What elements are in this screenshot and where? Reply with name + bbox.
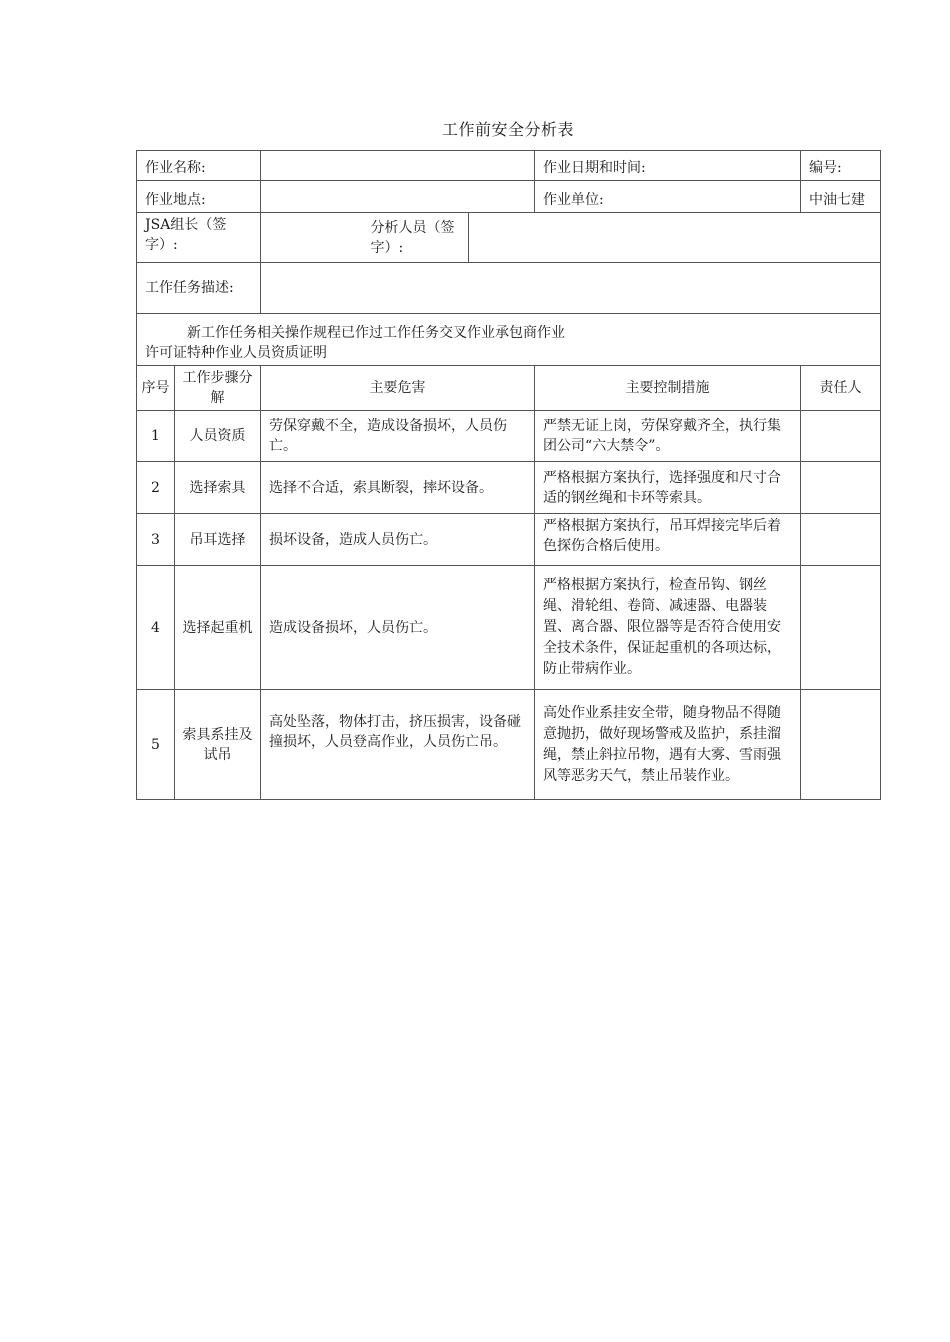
serial-cell[interactable] — [801, 151, 881, 181]
row-control: 严禁无证上岗，劳保穿戴齐全，执行集团公司“六大禁令”。 — [535, 411, 801, 462]
col-control: 主要控制措施 — [535, 366, 801, 411]
header-row-4 — [137, 263, 881, 314]
notice-line-2: 许可证特种作业人员资质证明 — [145, 345, 327, 361]
table-row — [137, 566, 881, 690]
task-desc-label: 工作任务描述: — [137, 263, 261, 314]
jsa-leader-label: JSA组长（签字）: — [137, 213, 261, 263]
row-seq: 5 — [137, 690, 175, 800]
column-header-row — [137, 366, 881, 411]
row-step: 吊耳选择 — [175, 514, 261, 566]
row-hazard: 损坏设备，造成人员伤亡。 — [261, 514, 535, 566]
row-seq: 4 — [137, 566, 175, 690]
col-hazard: 主要危害 — [261, 366, 535, 411]
col-step: 工作步骤分解 — [175, 366, 261, 411]
row-hazard: 造成设备损坏，人员伤亡。 — [261, 566, 535, 690]
job-location-value[interactable] — [261, 181, 535, 213]
row-control: 严格根据方案执行，吊耳焊接完毕后着色探伤合格后使用。 — [535, 514, 801, 566]
row-control: 高处作业系挂安全带，随身物品不得随意抛扔，做好现场警戒及监护，系挂溜绳，禁止斜拉吊物，遇有大雾、雪雨强风等恶劣天气，禁止吊装作业。 — [535, 690, 801, 800]
table-row — [137, 462, 881, 514]
row-hazard: 劳保穿戴不全，造成设备损坏，人员伤亡。 — [261, 411, 535, 462]
row-control: 严格根据方案执行，选择强度和尺寸合适的钢丝绳和卡环等索具。 — [535, 462, 801, 514]
jsa-table — [136, 150, 881, 800]
header-row-1 — [137, 151, 881, 181]
job-name-value[interactable] — [261, 151, 535, 181]
job-unit-value: 中油七建 — [801, 181, 881, 213]
row-owner[interactable] — [801, 462, 881, 514]
row-hazard: 选择不合适，索具断裂，摔坏设备。 — [261, 462, 535, 514]
job-location-label: 作业地点: — [137, 181, 261, 213]
header-row-2 — [137, 181, 881, 213]
row-step: 索具系挂及试吊 — [175, 690, 261, 800]
col-seq: 序号 — [137, 366, 175, 411]
row-seq: 2 — [137, 462, 175, 514]
task-desc-value[interactable] — [261, 263, 881, 314]
table-row — [137, 514, 881, 566]
job-datetime-label: 作业日期和时间: — [535, 151, 801, 181]
row-control: 严格根据方案执行，检查吊钩、钢丝绳、滑轮组、卷筒、减速器、电器装置、离合器、限位器等是否符合使用安全技术条件，保证起重机的各项达标，防止带病作业。 — [535, 566, 801, 690]
notice-text — [137, 314, 881, 366]
notice-row — [137, 314, 881, 366]
row-owner[interactable] — [801, 514, 881, 566]
header-row-3 — [137, 213, 881, 263]
row-hazard: 高处坠落，物体打击，挤压损害，设备碰撞损坏，人员登高作业，人员伤亡吊。 — [261, 690, 535, 800]
page-title: 工作前安全分析表 — [441, 120, 574, 139]
jsa-leader-sign[interactable] — [261, 213, 347, 263]
table-row — [137, 411, 881, 462]
row-owner[interactable] — [801, 411, 881, 462]
analyst-label: 分析人员（签字）: — [347, 213, 469, 263]
row-step: 人员资质 — [175, 411, 261, 462]
row-owner[interactable] — [801, 690, 881, 800]
job-name-label: 作业名称: — [137, 151, 261, 181]
analyst-sign[interactable] — [469, 213, 881, 263]
table-row — [137, 690, 881, 800]
row-seq: 1 — [137, 411, 175, 462]
job-unit-label: 作业单位: — [535, 181, 801, 213]
col-owner: 责任人 — [801, 366, 881, 411]
row-step: 选择索具 — [175, 462, 261, 514]
row-seq: 3 — [137, 514, 175, 566]
row-step: 选择起重机 — [175, 566, 261, 690]
row-owner[interactable] — [801, 566, 881, 690]
notice-line-1: 新工作任务相关操作规程已作过工作任务交叉作业承包商作业 — [187, 325, 565, 341]
serial-label: 编号: — [809, 160, 842, 176]
